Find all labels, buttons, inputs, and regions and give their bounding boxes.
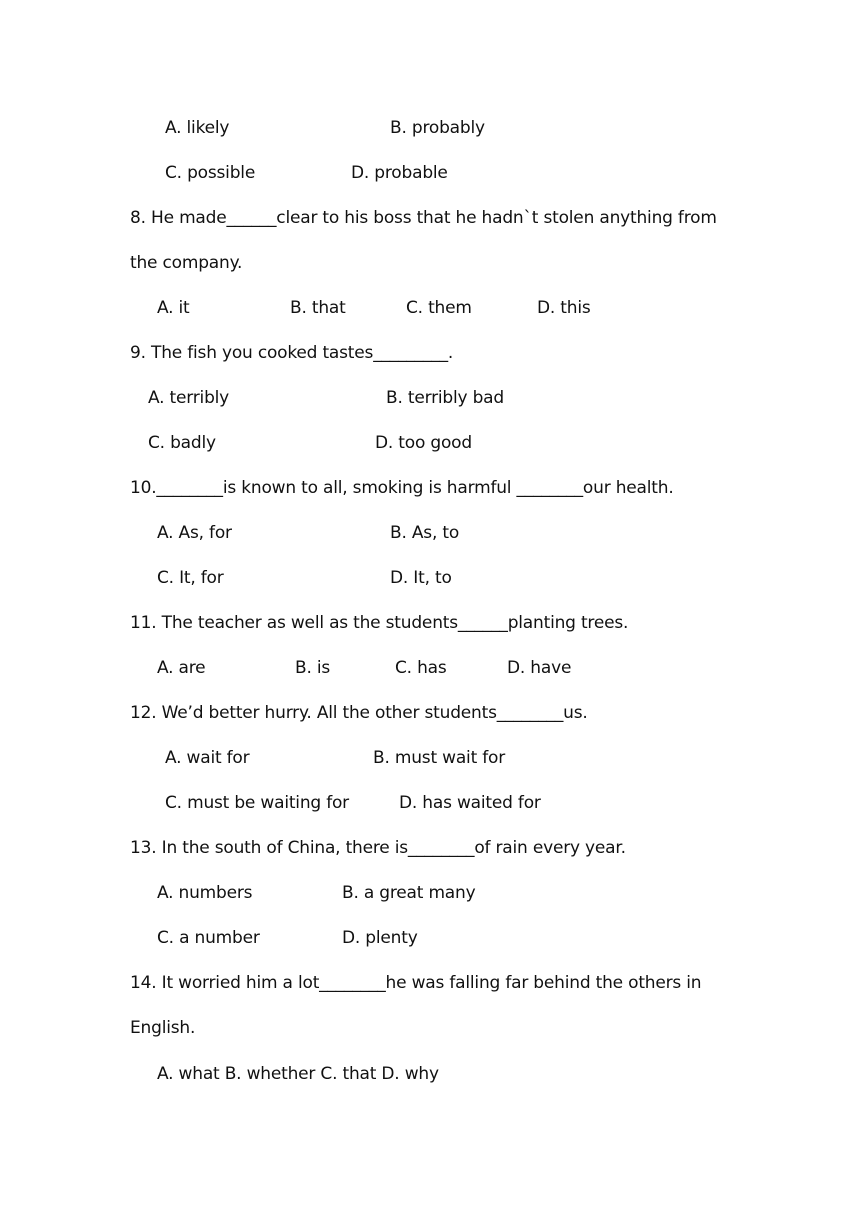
q12-option-c: C. must be waiting for (165, 793, 349, 813)
q13-option-b: B. a great many (342, 883, 476, 903)
q9-stem: 9. The fish you cooked tastes_________. (130, 343, 454, 363)
q8-stem-line1: 8. He made______clear to his boss that he hadn`t stolen anything from (130, 208, 717, 228)
q12-stem: 12. We’d better hurry. All the other students________us. (130, 703, 588, 723)
q10-option-c: C. It, for (157, 568, 224, 588)
q10-option-d: D. It, to (390, 568, 452, 588)
q13-stem: 13. In the south of China, there is________of rain every year. (130, 838, 626, 858)
q12-option-b: B. must wait for (373, 748, 506, 768)
q10-option-a: A. As, for (157, 523, 232, 543)
q11-stem: 11. The teacher as well as the students______planting trees. (130, 613, 629, 633)
q8-option-a: A. it (157, 298, 190, 318)
q12-option-d: D. has waited for (399, 793, 541, 813)
q7-option-d: D. probable (351, 163, 448, 183)
q12-option-a: A. wait for (165, 748, 250, 768)
q11-option-d: D. have (507, 658, 572, 678)
q8-option-c: C. them (406, 298, 472, 318)
q9-option-b: B. terribly bad (386, 388, 504, 408)
q13-option-c: C. a number (157, 928, 260, 948)
q13-option-d: D. plenty (342, 928, 418, 948)
q9-option-d: D. too good (375, 433, 472, 453)
q11-option-c: C. has (395, 658, 447, 678)
q14-stem-line2: English. (130, 1018, 196, 1038)
q11-option-b: B. is (295, 658, 331, 678)
q13-option-a: A. numbers (157, 883, 253, 903)
q14-stem-line1: 14. It worried him a lot________he was falling far behind the others in (130, 973, 702, 993)
q9-option-a: A. terribly (148, 388, 230, 408)
q11-option-a: A. are (157, 658, 206, 678)
q7-option-b: B. probably (390, 118, 485, 138)
q10-option-b: B. As, to (390, 523, 460, 543)
q14-options: A. what B. whether C. that D. why (157, 1064, 439, 1084)
q7-option-c: C. possible (165, 163, 256, 183)
q10-stem: 10.________is known to all, smoking is harmful ________our health. (130, 478, 674, 498)
q8-option-b: B. that (290, 298, 346, 318)
q9-option-c: C. badly (148, 433, 216, 453)
q7-option-a: A. likely (165, 118, 230, 138)
q8-option-d: D. this (537, 298, 591, 318)
q8-stem-line2: the company. (130, 253, 243, 273)
